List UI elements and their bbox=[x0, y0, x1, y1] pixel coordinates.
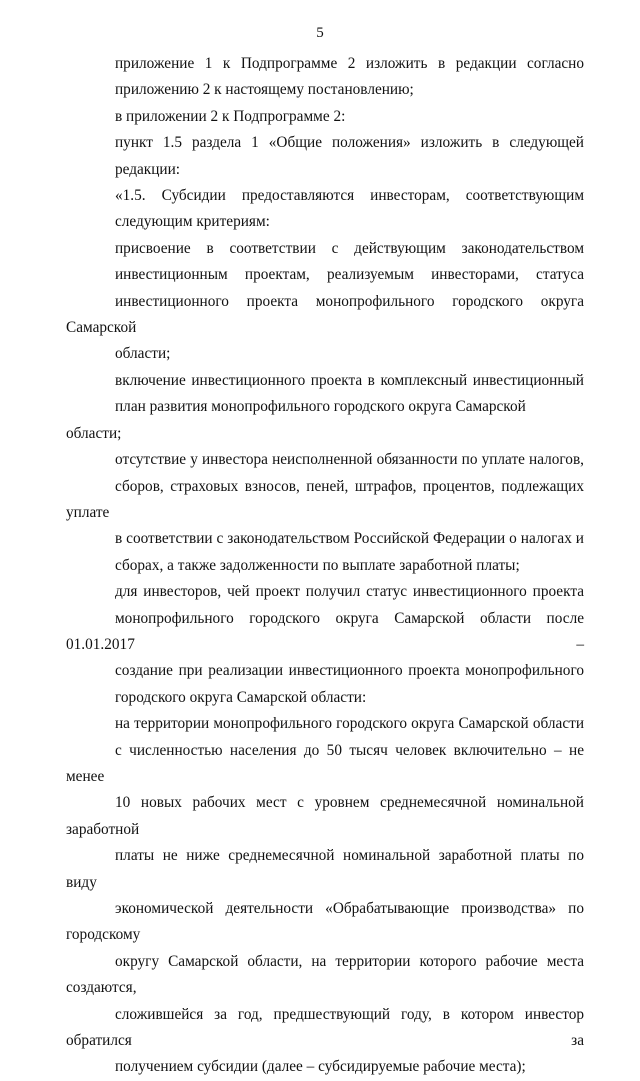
paragraph bbox=[66, 183, 584, 236]
paragraph bbox=[66, 711, 584, 1081]
text-line: монопрофильного городского округа Самарской области после 01.01.2017 – bbox=[66, 609, 584, 653]
text-line: сложившейся за год, предшествующий году, в котором инвестор обратился за bbox=[66, 1005, 584, 1050]
text-line: получением субсидии (далее – субсидируемые рабочие места); bbox=[115, 1058, 526, 1076]
text-line: сборах, а также задолженности по выплате заработной платы; bbox=[115, 556, 520, 574]
text-line: пункт 1.5 раздела 1 «Общие положения» изложить в следующей bbox=[115, 134, 584, 152]
text-line: следующим критериям: bbox=[115, 213, 270, 231]
document-body bbox=[66, 51, 584, 1081]
paragraph bbox=[66, 368, 584, 447]
text-line: присвоение в соответствии с действующим законодательством bbox=[115, 239, 584, 257]
text-line: инвестиционным проектам, реализуемым инвесторами, статуса bbox=[115, 266, 584, 284]
text-line: с численностью населения до 50 тысяч человек включительно – не менее bbox=[66, 741, 584, 785]
text-line: 10 новых рабочих мест с уровнем среднемесячной номинальной заработной bbox=[66, 794, 584, 838]
text-line: приложение 1 к Подпрограмме 2 изложить в редакции согласно bbox=[115, 55, 584, 72]
text-line: инвестиционного проекта монопрофильного городского округа Самарской bbox=[66, 292, 584, 337]
text-line: включение инвестиционного проекта в комплексный инвестиционный bbox=[115, 371, 584, 389]
text-line: «1.5. Субсидии предоставляются инвесторам, соответствующим bbox=[115, 187, 584, 205]
paragraph bbox=[66, 104, 584, 130]
text-line: приложению 2 к настоящему постановлению; bbox=[115, 81, 414, 99]
paragraph bbox=[66, 130, 584, 183]
text-line: платы не ниже среднемесячной номинальной заработной платы по виду bbox=[66, 847, 584, 891]
text-line: отсутствие у инвестора неисполненной обязанности по уплате налогов, bbox=[115, 451, 584, 469]
text-line: округу Самарской области, на территории которого рабочие места создаются, bbox=[66, 952, 584, 997]
text-line: экономической деятельности «Обрабатывающие производства» по городскому bbox=[66, 900, 584, 944]
text-line: в приложении 2 к Подпрограмме 2: bbox=[115, 107, 346, 125]
page-number: 5 bbox=[316, 25, 324, 41]
paragraph bbox=[66, 447, 584, 579]
text-line: для инвесторов, чей проект получил статус инвестиционного проекта bbox=[115, 583, 584, 601]
text-line: на территории монопрофильного городского округа Самарской области bbox=[115, 715, 584, 733]
text-line: создание при реализации инвестиционного проекта монопрофильного bbox=[115, 662, 584, 680]
paragraph bbox=[66, 236, 584, 368]
text-line: в соответствии с законодательством Российской Федерации о налогах и bbox=[115, 530, 584, 548]
paragraph bbox=[66, 579, 584, 711]
text-line: городского округа Самарской области: bbox=[115, 688, 367, 706]
text-line: редакции: bbox=[115, 160, 181, 178]
text-line: план развития монопрофильного городского округа Самарской области; bbox=[66, 398, 526, 442]
paragraph bbox=[66, 51, 584, 104]
text-line: сборов, страховых взносов, пеней, штрафов, процентов, подлежащих уплате bbox=[66, 477, 584, 521]
text-line: области; bbox=[115, 345, 171, 363]
